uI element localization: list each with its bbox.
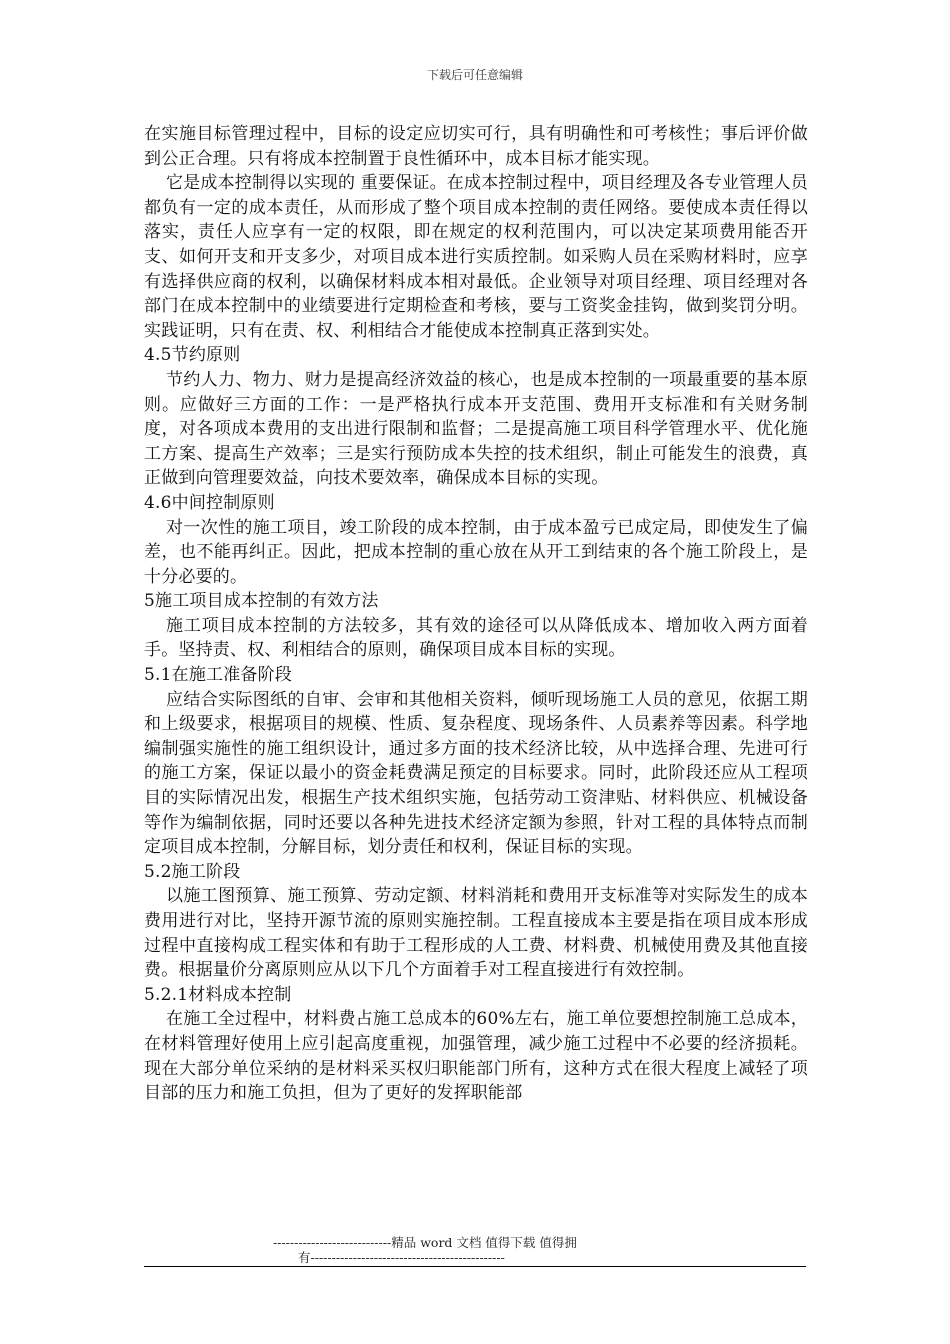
paragraph: 应结合实际图纸的自审、会审和其他相关资料，倾听现场施工人员的意见，依据工期和上级要求，根据项目的规模、性质、复杂程度、现场条件、人员素养等因素。科学地编制强实施性的施工组织设计，通过多方面的技术经济比较，从中选择合理、先进可行的施工方案，保证以最小的资金耗费满足预定的目标要求。同时，此阶段还应从工程项目的实际情况出发，根据生产技术组织实施，包括劳动工资津贴、材料供应、机械设备等作为编制依据，同时还要以各种先进技术经济定额为参照，针对工程的具体特点而制定项目成本控制，分解目标，划分责任和权利，保证目标的实现。 [144,689,808,858]
paragraph: 对一次性的施工项目，竣工阶段的成本控制，由于成本盈亏已成定局，即使发生了偏差，也不能再纠正。因此，把成本控制的重心放在从开工到结束的各个施工阶段上，是十分必要的。 [144,517,808,587]
section-heading: 5.1在施工准备阶段 [144,665,293,686]
page-header: 下载后可任意编辑 [426,68,523,82]
paragraph: 在实施目标管理过程中，目标的设定应切实可行，具有明确性和可考核性；事后评价做到公正合理。只有将成本控制置于良性循环中，成本目标才能实现。 [144,124,808,169]
footer-divider [144,1266,806,1267]
section-heading: 5.2.1材料成本控制 [144,984,292,1005]
section-heading: 5.2施工阶段 [144,861,241,882]
paragraph: 节约人力、物力、财力是提高经济效益的核心，也是成本控制的一项最重要的基本原则。应做好三方面的工作：一是严格执行成本开支范围、费用开支标准和有关财务制度，对各项成本费用的支出进行限制和监督；二是提高施工项目科学管理水平、优化施工方案、提高生产效率；三是实行预防成本失控的技术组织，制止可能发生的浪费，真正做到向管理要效益，向技术要效率，确保成本目标的实现。 [144,369,808,489]
footer-text-line-2: 有---------------------------------------------- [298,1250,505,1265]
section-heading: 5施工项目成本控制的有效方法 [144,591,379,612]
section-heading: 4.6中间控制原则 [144,492,275,513]
footer-text-line-1: ----------------------------精品 word 文档 值得下载 值得拥 [273,1235,577,1250]
paragraph: 在施工全过程中，材料费占施工总成本的60%左右，施工单位要想控制施工总成本，在材料管理好使用上应引起高度重视，加强管理，减少施工过程中不必要的经济损耗。现在大部分单位采纳的是材料采买权归职能部门所有，这种方式在很大程度上减轻了项目部的压力和施工负担，但为了更好的发挥职能部 [144,1009,808,1104]
paragraph: 以施工图预算、施工预算、劳动定额、材料消耗和费用开支标准等对实际发生的成本费用进行对比，坚持开源节流的原则实施控制。工程直接成本主要是指在项目成本形成过程中直接构成工程实体和有助于工程形成的人工费、材料费、机械使用费及其他直接费。根据量价分离原则应从以下几个方面着手对工程直接进行有效控制。 [144,886,808,981]
section-heading: 4.5节约原则 [144,345,241,366]
document-body [144,122,808,1106]
paragraph: 它是成本控制得以实现的 重要保证。在成本控制过程中，项目经理及各专业管理人员都负有一定的成本责任，从而形成了整个项目成本控制的责任网络。要使成本责任得以落实，责任人应享有一定的权限，即在规定的权利范围内，可以决定某项费用能否开支、如何开支和开支多少，对项目成本进行实质控制。如采购人员在采购材料时，应享有选择供应商的权利，以确保材料成本相对最低。企业领导对项目经理、项目经理对各部门在成本控制中的业绩要进行定期检查和考核，要与工资奖金挂钩，做到奖罚分明。实践证明，只有在责、权、利相结合才能使成本控制真正落到实处。 [144,173,809,341]
paragraph: 施工项目成本控制的方法较多，其有效的途径可以从降低成本、增加收入两方面着手。坚持责、权、利相结合的原则，确保项目成本目标的实现。 [144,615,808,661]
